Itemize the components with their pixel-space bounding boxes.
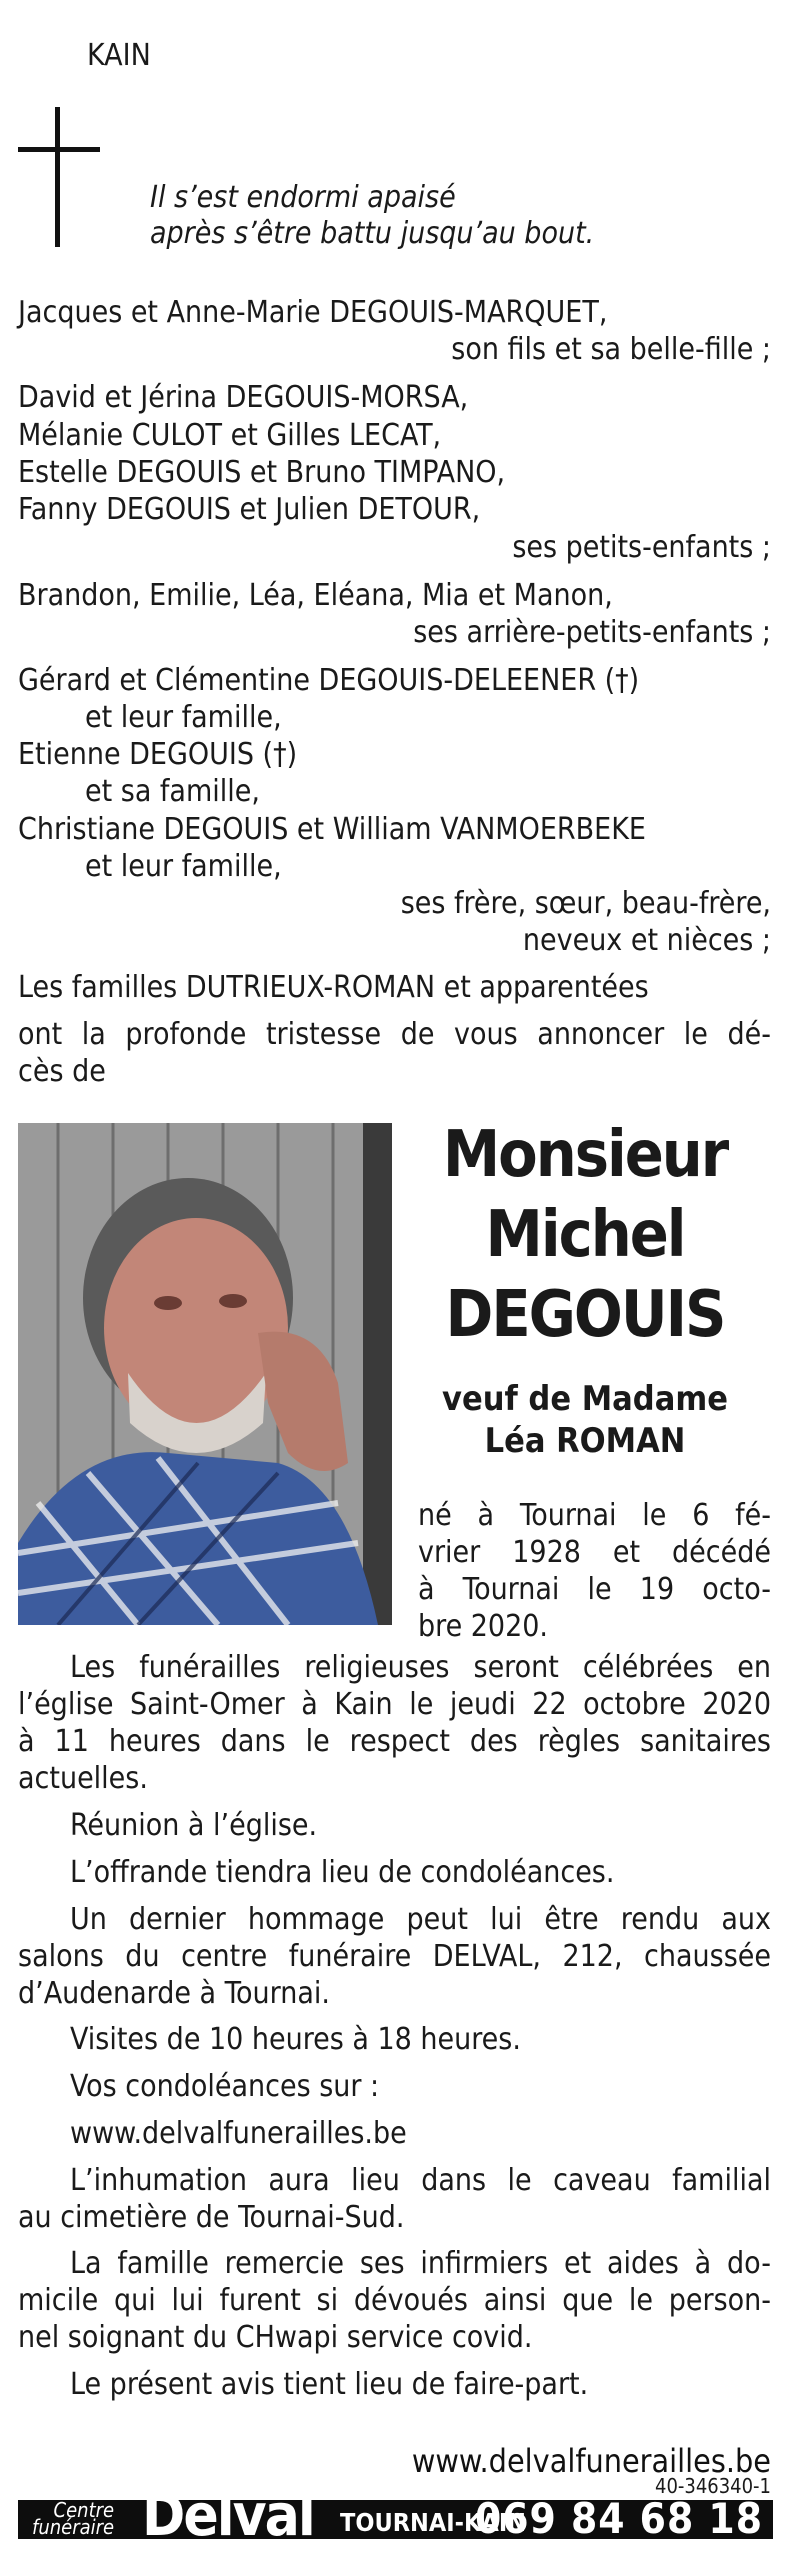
birth-death-line: né à Tournai le 6 fé- — [418, 1498, 771, 1533]
offering-note: L’offrande tiendra lieu de condoléances. — [70, 1855, 615, 1890]
deceased-last-name: DEGOUIS — [445, 1278, 725, 1352]
quote-line-1: Il s’est endormi apaisé — [150, 180, 456, 215]
deceased-photo — [18, 1123, 392, 1625]
family-line: et leur famille, — [85, 700, 282, 735]
church-meeting: Réunion à l’église. — [70, 1808, 318, 1843]
thanks-text: La famille remercie ses infirmiers et aides à do- — [70, 2246, 771, 2281]
family-line: Etienne DEGOUIS (†) — [18, 737, 298, 772]
condolences-label: Vos condoléances sur : — [70, 2069, 380, 2104]
family-role: ses arrière-petits-enfants ; — [413, 615, 771, 650]
burial-text: au cimetière de Tournai-Sud. — [18, 2200, 405, 2235]
funeral-text: Les funérailles religieuses seront célébrées en — [70, 1650, 771, 1685]
family-role: ses petits-enfants ; — [512, 530, 771, 565]
family-line: et leur famille, — [85, 849, 282, 884]
footer-phone[interactable]: 069 84 68 18 — [474, 2494, 763, 2543]
deceased-title: Monsieur — [442, 1118, 728, 1192]
funeral-text: l’église Saint-Omer à Kain le jeudi 22 octobre 2020 — [18, 1687, 771, 1722]
family-line: Jacques et Anne-Marie DEGOUIS-MARQUET, — [18, 295, 608, 330]
footer-centre-label — [32, 2498, 115, 2539]
visiting-hours: Visites de 10 heures à 18 heures. — [70, 2022, 521, 2057]
family-line: Estelle DEGOUIS et Bruno TIMPANO, — [18, 455, 506, 490]
quote-line-2: après s’être battu jusqu’au bout. — [150, 216, 595, 251]
family-line: Les familles DUTRIEUX-ROMAN et apparentées — [18, 970, 649, 1005]
footer-centre-line-1: Centre — [53, 2498, 115, 2522]
family-line: Gérard et Clémentine DEGOUIS-DELEENER (†) — [18, 663, 640, 698]
funeral-text: actuelles. — [18, 1761, 148, 1796]
tribute-text: salons du centre funéraire DELVAL, 212, chaussée — [18, 1939, 771, 1974]
thanks-text: micile qui lui furent si dévoués ainsi que le person- — [18, 2283, 771, 2318]
reference-number: 40-346340-1 — [655, 2474, 771, 2498]
tribute-text: Un dernier hommage peut lui être rendu aux — [70, 1902, 771, 1937]
family-role: ses frère, sœur, beau-frère, — [400, 886, 771, 921]
birth-death-line: vrier 1928 et décédé — [418, 1535, 771, 1570]
footer-website[interactable]: www.delvalfunerailles.be — [411, 2442, 771, 2480]
family-line: Mélanie CULOT et Gilles LECAT, — [18, 418, 442, 453]
family-line: Brandon, Emilie, Léa, Eléana, Mia et Manon, — [18, 578, 613, 613]
widow-line-2: Léa ROMAN — [484, 1421, 686, 1461]
faire-part-note: Le présent avis tient lieu de faire-part. — [70, 2367, 589, 2402]
family-role: neveux et nièces ; — [522, 923, 771, 958]
deceased-first-name: Michel — [485, 1198, 685, 1272]
family-line: et sa famille, — [85, 774, 260, 809]
funeral-text: à 11 heures dans le respect des règles sanitaires — [18, 1724, 771, 1759]
family-line: Fanny DEGOUIS et Julien DETOUR, — [18, 492, 481, 527]
location-heading: KAIN — [87, 38, 151, 73]
family-line: Christiane DEGOUIS et William VANMOERBEKE — [18, 812, 646, 847]
footer-location: TOURNAI-KAIN — [340, 2508, 526, 2537]
footer-brand-logo: Delval — [142, 2481, 314, 2549]
footer-centre-line-2: funéraire — [32, 2515, 115, 2539]
family-line: David et Jérina DEGOUIS-MORSA, — [18, 380, 469, 415]
tribute-text: d’Audenarde à Tournai. — [18, 1976, 330, 2011]
birth-death-line: bre 2020. — [418, 1609, 548, 1644]
burial-text: L’inhumation aura lieu dans le caveau familial — [70, 2163, 771, 2198]
thanks-text: nel soignant du CHwapi service covid. — [18, 2320, 533, 2355]
widow-line-1: veuf de Madame — [442, 1379, 728, 1419]
announcement-line: ont la profonde tristesse de vous annoncer le dé- — [18, 1017, 771, 1052]
birth-death-line: à Tournai le 19 octo- — [418, 1572, 771, 1607]
family-role: son fils et sa belle-fille ; — [451, 332, 771, 367]
announcement-line: cès de — [18, 1054, 106, 1089]
condolences-link[interactable]: www.delvalfunerailles.be — [70, 2116, 407, 2151]
